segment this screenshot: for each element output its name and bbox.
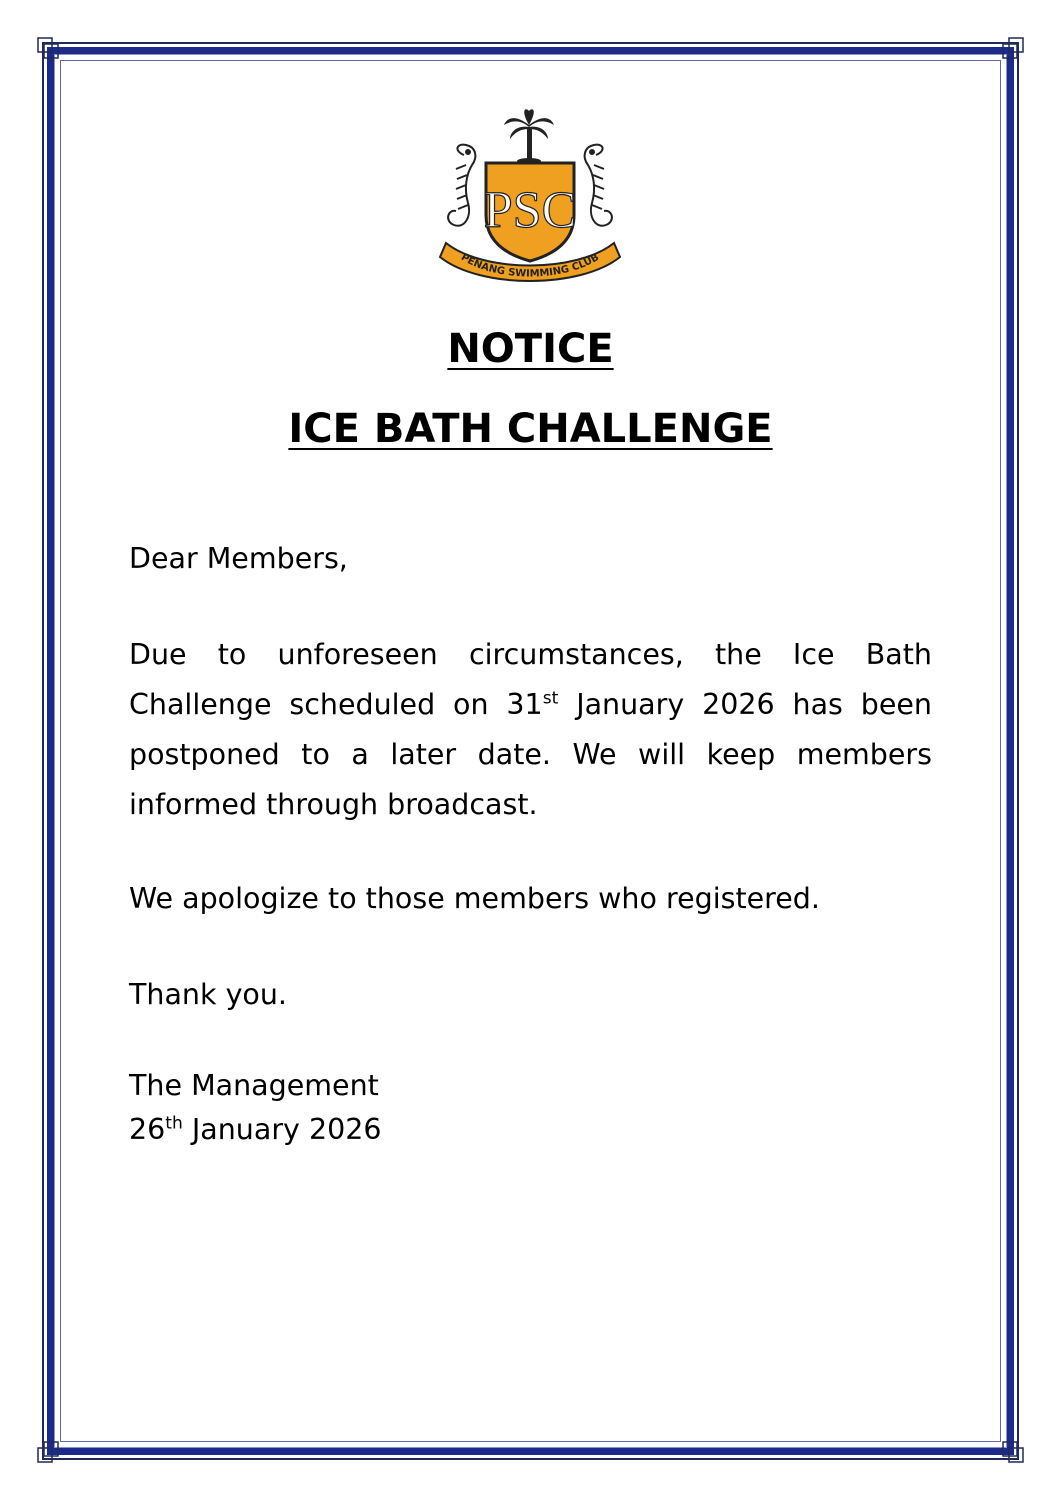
body-text-part1: Due to unforeseen circumstances, the Ice Bath Challenge scheduled on 31 bbox=[129, 638, 932, 721]
apology-paragraph: We apologize to those members who registered. bbox=[129, 882, 820, 915]
border-corner-ornament-icon bbox=[995, 1434, 1017, 1456]
notice-heading: NOTICE bbox=[447, 326, 614, 372]
letter-date bbox=[129, 1108, 932, 1152]
body-text-part2: January 2026 has been postponed to a later date. We will keep members informed through broadcast. bbox=[129, 688, 932, 821]
signatory: The Management bbox=[129, 1069, 379, 1102]
club-crest-logo bbox=[434, 105, 626, 297]
date-day: 26 bbox=[129, 1113, 166, 1146]
body-ordinal-suffix: st bbox=[542, 688, 559, 709]
date-month-year: January 2026 bbox=[182, 1113, 382, 1146]
body-paragraph bbox=[129, 630, 932, 830]
seahorse-right-icon bbox=[585, 145, 612, 226]
signature-block bbox=[129, 1064, 932, 1152]
border-corner-ornament-icon bbox=[36, 36, 58, 58]
notice-subheading: ICE BATH CHALLENGE bbox=[288, 406, 773, 452]
palm-tree-icon bbox=[504, 109, 554, 164]
date-ordinal-suffix: th bbox=[165, 1113, 183, 1134]
border-corner-ornament-icon bbox=[36, 1434, 58, 1456]
closing-line: Thank you. bbox=[129, 978, 287, 1011]
crest-ribbon-text: PENANG SWIMMING CLUB bbox=[458, 251, 602, 280]
salutation: Dear Members, bbox=[129, 542, 348, 575]
border-corner-ornament-icon bbox=[995, 36, 1017, 58]
crest-initials: PSC bbox=[483, 182, 577, 239]
seahorse-left-icon bbox=[448, 145, 475, 226]
